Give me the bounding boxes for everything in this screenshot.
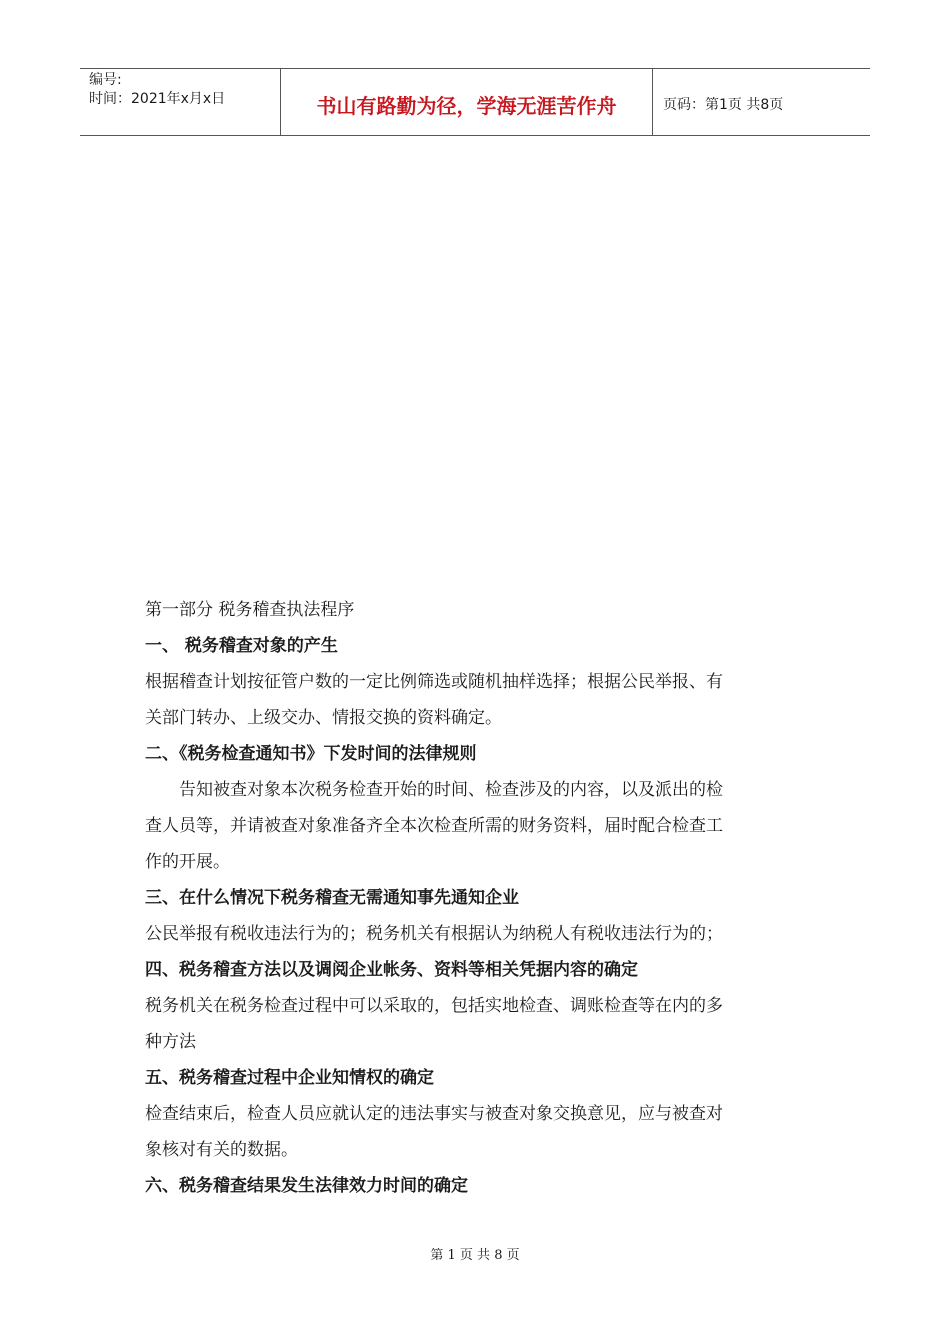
paragraph-line: 象核对有关的数据。 [145,1140,298,1160]
page-footer: 第 1 页 共 8 页 [430,1248,520,1263]
paragraph-line: 查人员等，并请被查对象准备齐全本次检查所需的财务资料，届时配合检查工 [145,816,723,836]
paragraph-line: 税务机关在税务检查过程中可以采取的，包括实地检查、调账检查等在内的多 [145,996,723,1016]
paragraph-line: 公民举报有税收违法行为的；税务机关有根据认为纳税人有税收违法行为的； [145,924,723,944]
paragraph-line: 检查结束后，检查人员应就认定的违法事实与被查对象交换意见，应与被查对 [145,1104,723,1124]
paragraph-line: 告知被查对象本次税务检查开始的时间、检查涉及的内容，以及派出的检 [179,780,723,800]
header-page-info: 页码：第1页 共8页 [663,97,784,113]
document-body [145,592,805,1204]
paragraph-line: 作的开展。 [145,852,230,872]
header-motto: 书山有路勤为径，学海无涯苦作舟 [281,69,653,135]
paragraph-line: 种方法 [145,1032,196,1052]
section-heading-6: 六、税务稽查结果发生法律效力时间的确定 [145,1176,468,1196]
header-meta-cell [80,69,281,135]
section-heading-3: 三、在什么情况下税务稽查无需通知事先通知企业 [145,888,519,908]
time-label: 时间：2021年x月x日 [89,91,226,107]
paragraph-line: 关部门转办、上级交办、情报交换的资料确定。 [145,708,502,728]
section-heading-5: 五、税务稽查过程中企业知情权的确定 [145,1068,434,1088]
section-heading-1: 一、 税务稽查对象的产生 [145,636,338,656]
section-heading-2: 二、《税务检查通知书》下发时间的法律规则 [145,744,477,764]
section-heading-4: 四、税务稽查方法以及调阅企业帐务、资料等相关凭据内容的确定 [145,960,638,980]
part-title: 第一部分 税务稽查执法程序 [145,600,355,620]
document-header [80,68,870,136]
paragraph-line: 根据稽查计划按征管户数的一定比例筛选或随机抽样选择；根据公民举报、有 [145,672,723,692]
number-label: 编号: [89,72,122,88]
